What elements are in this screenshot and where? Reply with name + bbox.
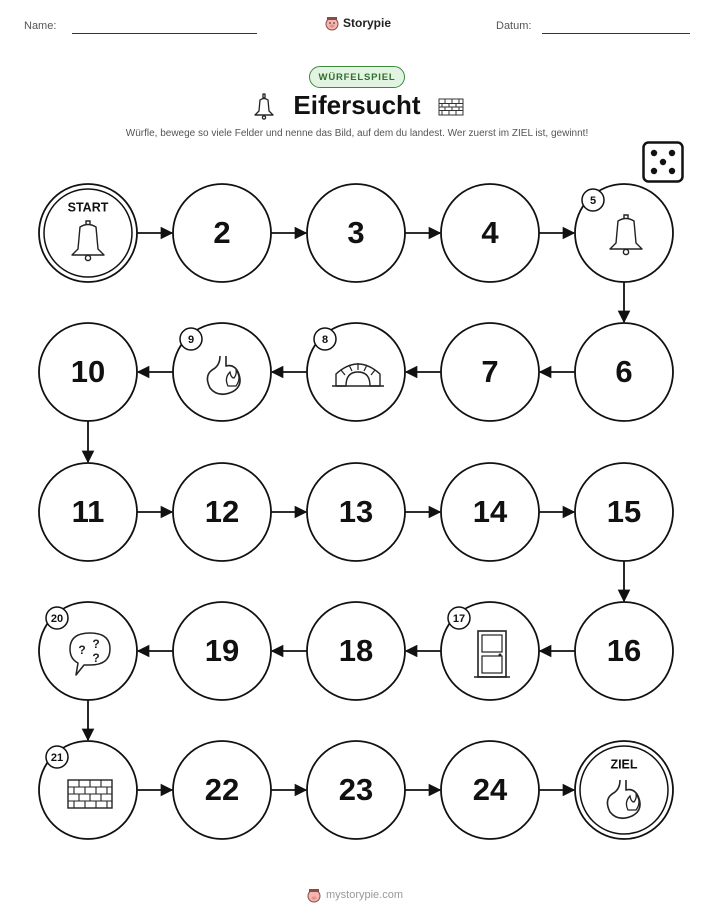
board-cell-15	[575, 463, 673, 561]
svg-text:21: 21	[50, 751, 64, 764]
cell-number: 6	[615, 354, 633, 390]
board-cell-8	[307, 323, 405, 421]
svg-text:17: 17	[452, 612, 466, 625]
finish-cell	[575, 741, 673, 839]
cell-number-badge	[582, 189, 604, 211]
board-cell-23	[307, 741, 405, 839]
board-cell-21	[39, 741, 137, 839]
cell-number: 4	[481, 215, 499, 251]
footer-url: mystorypie.com	[326, 889, 404, 901]
game-type-badge: WÜRFELSPIEL	[309, 66, 405, 88]
footer	[306, 886, 403, 904]
board-cell-6	[575, 323, 673, 421]
page-title: Eifersucht	[293, 90, 421, 120]
cell-number-badge	[314, 328, 336, 350]
cell-number: 3	[347, 215, 365, 251]
start-cell	[39, 184, 137, 282]
cell-number: 24	[472, 772, 508, 808]
svg-text:?: ?	[92, 651, 100, 666]
board-cell-12	[173, 463, 271, 561]
svg-text:?: ?	[78, 643, 86, 658]
cell-number: 18	[338, 633, 374, 669]
name-label: Name:	[24, 20, 57, 32]
board-cell-17	[441, 602, 539, 700]
door-icon	[474, 631, 510, 677]
board-cell-3	[307, 184, 405, 282]
cell-number: 11	[71, 494, 105, 530]
board-cell-5	[575, 184, 673, 282]
cell-number: 15	[606, 494, 642, 530]
cell-number: 19	[204, 633, 240, 669]
board-cell-9	[173, 323, 271, 421]
cell-number-badge	[180, 328, 202, 350]
cell-number-badge	[46, 746, 68, 768]
board-cell-7	[441, 323, 539, 421]
cell-number: 2	[213, 215, 231, 251]
board-cell-16	[575, 602, 673, 700]
board-cell-14	[441, 463, 539, 561]
cell-number-badge	[46, 607, 68, 629]
pig-mascot-icon	[306, 887, 322, 903]
svg-text:8: 8	[321, 333, 329, 346]
board-cell-24	[441, 741, 539, 839]
brand-name: Storypie	[343, 16, 392, 30]
start-label: START	[67, 200, 109, 215]
cell-number: 10	[70, 354, 106, 390]
cell-number-badge	[448, 607, 470, 629]
brick-wall-icon	[68, 780, 112, 808]
svg-text:20: 20	[50, 612, 64, 625]
board-cell-4	[441, 184, 539, 282]
svg-text:5: 5	[589, 194, 597, 207]
board-cell-11	[39, 463, 137, 561]
cell-number: 23	[338, 772, 374, 808]
board-cell-22	[173, 741, 271, 839]
board-cell-20	[39, 602, 137, 700]
cell-number: 14	[472, 494, 508, 530]
board-cell-2	[173, 184, 271, 282]
board-cell-10	[39, 323, 137, 421]
cell-number: 12	[204, 494, 240, 530]
date-label: Datum:	[496, 20, 532, 32]
board-cell-19	[173, 602, 271, 700]
cell-number: 13	[338, 494, 374, 530]
cell-number: 16	[606, 633, 642, 669]
cell-number: 7	[481, 354, 499, 390]
board-cell-18	[307, 602, 405, 700]
instructions: Würfle, bewege so viele Felder und nenne das Bild, auf dem du landest. Wer zuerst im ZIEL ist, gewinnt!	[125, 128, 589, 139]
svg-text:?: ?	[92, 637, 100, 652]
svg-text:9: 9	[187, 333, 195, 346]
board-cell-13	[307, 463, 405, 561]
finish-label: ZIEL	[610, 757, 638, 772]
cell-number: 22	[204, 772, 240, 808]
